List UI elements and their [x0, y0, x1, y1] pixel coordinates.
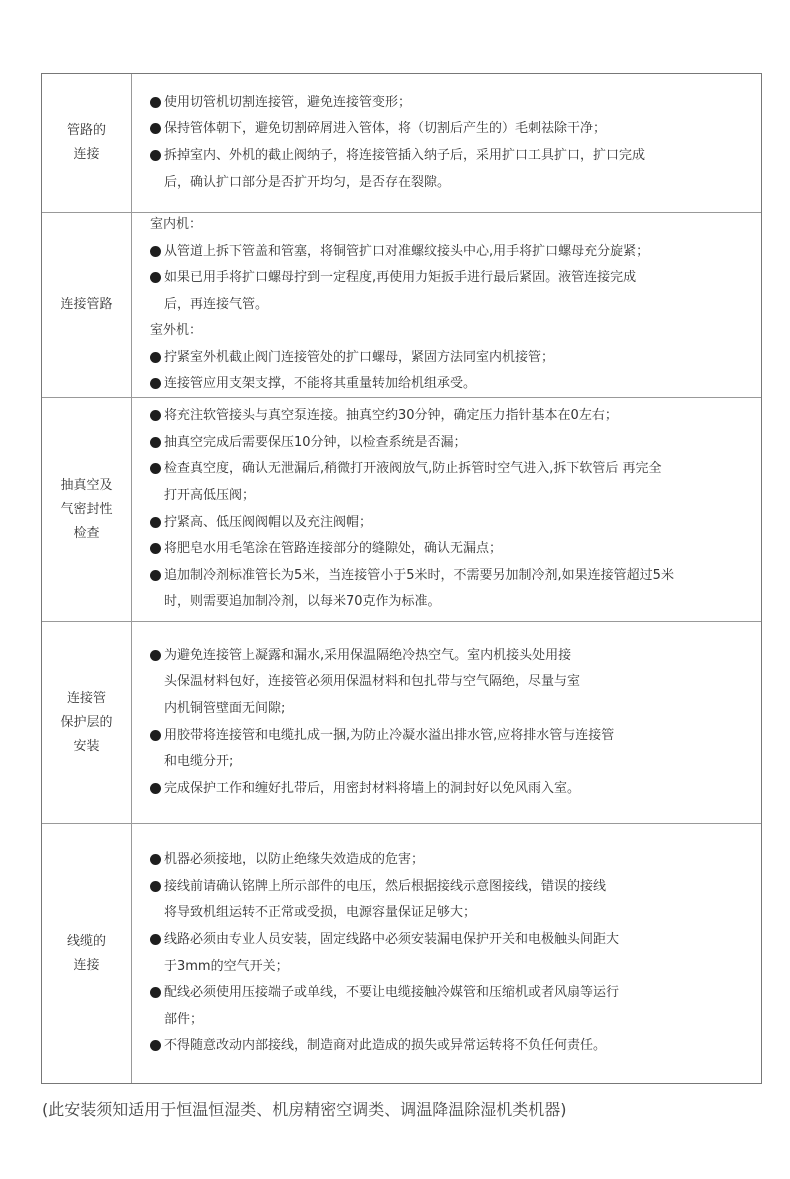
bullet-item	[150, 371, 749, 398]
bullet-item	[150, 403, 749, 430]
bullet-dot-icon	[150, 854, 161, 865]
bullet-item	[150, 239, 749, 266]
bullet-dot-icon	[150, 463, 161, 474]
continuation-line: 将导致机组运转不正常或受损，电源容量保证足够大；	[164, 905, 477, 921]
bullet-dot-icon	[150, 987, 161, 998]
bullet-item	[150, 643, 749, 670]
bullet-text: 保持管体朝下，避免切割碎屑进入管体，将（切割后产生的）毛刺祛除干净；	[164, 121, 607, 137]
bullet-item	[150, 536, 749, 563]
continuation-line: 头保温材料包好，连接管必须用保温材料和包扎带与空气隔绝，尽量与室	[164, 674, 581, 690]
bullet-text: 线路必须由专业人员安装，固定线路中必须安装漏电保护开关和电极触头间距大	[164, 931, 620, 947]
section-content	[132, 74, 761, 212]
subheading: 室内机：	[150, 216, 203, 232]
bullet-item	[150, 116, 749, 143]
bullet-dot-icon	[150, 517, 161, 528]
bullet-text: 用胶带将连接管和电缆扎成一捆,为防止冷凝水溢出排水管,应将排水管与连接管	[164, 727, 615, 743]
bullet-dot-icon	[150, 150, 161, 161]
bullet-item	[150, 430, 749, 457]
bullet-item	[150, 345, 749, 372]
bullet-dot-icon	[150, 1040, 161, 1051]
bullet-text: 检查真空度，确认无泄漏后,稍微打开液阀放气,防止拆管时空气进入,拆下软管后 再完全	[164, 461, 662, 477]
continuation-line: 后，再连接气管。	[164, 296, 269, 312]
section-row-pipe-connection	[42, 74, 761, 213]
section-label: 抽真空及 气密封性 检查	[42, 398, 132, 621]
bullet-text: 从管道上拆下管盖和管塞，将铜管扩口对准螺纹接头中心,用手将扩口螺母充分旋紧；	[164, 243, 650, 259]
bullet-item	[150, 143, 749, 170]
bullet-item	[150, 510, 749, 537]
bullet-item	[150, 927, 749, 954]
bullet-dot-icon	[150, 246, 161, 257]
bullet-text: 拧紧室外机截止阀门连接管处的扩口螺母，紧固方法同室内机接管；	[164, 349, 555, 365]
bullet-dot-icon	[150, 783, 161, 794]
bullet-item	[150, 980, 749, 1007]
section-content	[132, 824, 761, 1083]
section-content	[132, 213, 761, 397]
subheading: 室外机：	[150, 323, 203, 339]
section-content	[132, 398, 761, 621]
bullet-text: 追加制冷剂标准管长为5米，当连接管小于5米时，不需要另加制冷剂,如果连接管超过5米	[164, 567, 674, 583]
bullet-item	[150, 456, 749, 483]
section-row-connect-piping	[42, 213, 761, 398]
bullet-text: 使用切管机切割连接管，避免连接管变形；	[164, 94, 412, 110]
bullet-text: 将肥皂水用毛笔涂在管路连接部分的缝隙处，确认无漏点；	[164, 541, 503, 557]
bullet-text: 拧紧高、低压阀阀帽以及充注阀帽；	[164, 514, 373, 530]
bullet-text: 不得随意改动内部接线，制造商对此造成的损失或异常运转将不负任何责任。	[164, 1038, 607, 1054]
section-content	[132, 622, 761, 823]
bullet-dot-icon	[150, 543, 161, 554]
bullet-dot-icon	[150, 730, 161, 741]
bullet-dot-icon	[150, 97, 161, 108]
bullet-text: 将充注软管接头与真空泵连接。抽真空约30分钟，确定压力指针基本在0左右；	[164, 408, 618, 424]
installation-notes-table	[41, 73, 762, 1084]
bullet-item	[150, 847, 749, 874]
section-row-insulation-install	[42, 622, 761, 824]
bullet-text: 完成保护工作和缠好扎带后，用密封材料将墙上的洞封好以免风雨入室。	[164, 780, 581, 796]
bullet-dot-icon	[150, 272, 161, 283]
bullet-item	[150, 265, 749, 292]
bullet-text: 配线必须使用压接端子或单线，不要让电缆接触冷媒管和压缩机或者风扇等运行	[164, 985, 620, 1001]
bullet-text: 为避免连接管上凝露和漏水,采用保温隔绝冷热空气。室内机接头处用接	[164, 647, 572, 663]
bullet-item	[150, 874, 749, 901]
bullet-dot-icon	[150, 570, 161, 581]
bullet-item	[150, 723, 749, 750]
bullet-dot-icon	[150, 881, 161, 892]
section-row-cable-connection	[42, 824, 761, 1083]
bullet-item	[150, 563, 749, 590]
continuation-line: 部件；	[164, 1011, 204, 1027]
section-label: 管路的 连接	[42, 74, 132, 212]
bullet-item	[150, 90, 749, 117]
section-row-vacuum-leak-check	[42, 398, 761, 622]
section-label: 线缆的 连接	[42, 824, 132, 1083]
applicability-footnote: (此安装须知适用于恒温恒湿类、机房精密空调类、调温降温除湿机类机器)	[42, 1100, 567, 1119]
bullet-text: 抽真空完成后需要保压10分钟，以检查系统是否漏；	[164, 434, 467, 450]
bullet-text: 连接管应用支架支撑，不能将其重量转加给机组承受。	[164, 376, 477, 392]
bullet-item	[150, 776, 749, 803]
bullet-dot-icon	[150, 352, 161, 363]
continuation-line: 于3mm的空气开关；	[164, 958, 289, 974]
bullet-dot-icon	[150, 378, 161, 389]
bullet-dot-icon	[150, 437, 161, 448]
bullet-item	[150, 1033, 749, 1060]
bullet-dot-icon	[150, 650, 161, 661]
continuation-line: 内机铜管壁面无间隙;	[164, 700, 286, 716]
bullet-dot-icon	[150, 410, 161, 421]
bullet-text: 接线前请确认铭牌上所示部件的电压，然后根据接线示意图接线，错误的接线	[164, 878, 607, 894]
continuation-line: 时，则需要追加制冷剂，以每米70克作为标准。	[164, 594, 441, 610]
section-label: 连接管路	[42, 213, 132, 397]
continuation-line: 和电缆分开;	[164, 754, 234, 770]
section-label: 连接管 保护层的 安装	[42, 622, 132, 823]
continuation-line: 后，确认扩口部分是否扩开均匀，是否存在裂隙。	[164, 174, 451, 190]
bullet-dot-icon	[150, 934, 161, 945]
bullet-dot-icon	[150, 123, 161, 134]
bullet-text: 如果已用手将扩口螺母拧到一定程度,再使用力矩扳手进行最后紧固。液管连接完成	[164, 270, 637, 286]
continuation-line: 打开高低压阀；	[164, 487, 256, 503]
bullet-text: 机器必须接地，以防止绝缘失效造成的危害；	[164, 852, 425, 868]
bullet-text: 拆掉室内、外机的截止阀纳子，将连接管插入纳子后，采用扩口工具扩口，扩口完成	[164, 148, 646, 163]
